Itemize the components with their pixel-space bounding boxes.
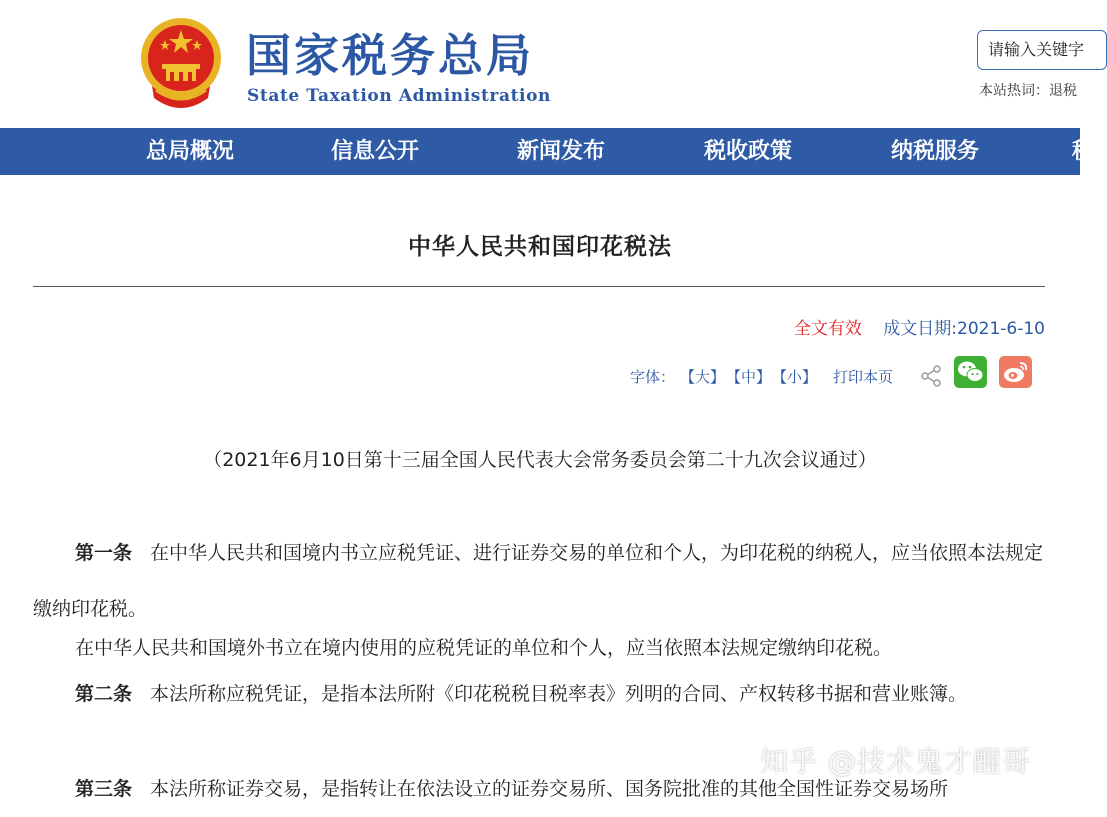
article-number: 第三条	[75, 778, 133, 800]
national-emblem-icon[interactable]	[138, 14, 224, 110]
nav-item-info-disclosure[interactable]: 信息公开	[331, 139, 420, 164]
share-icon[interactable]	[920, 365, 942, 387]
article-meta	[794, 314, 1045, 339]
title-divider	[33, 286, 1045, 287]
nav-item-tax-policy[interactable]: 税收政策	[704, 139, 793, 164]
hot-words: 本站热词：退税	[979, 83, 1077, 99]
paragraph-text: 本法所称应税凭证，是指本法所附《印花税税目税率表》列明的合同、产权转移书据和营业账簿。	[150, 683, 968, 705]
paragraph-text: 本法所称证券交易，是指转让在依法设立的证券交易所、国务院批准的其他全国性证券交易场所	[150, 778, 949, 800]
font-large-button[interactable]: 【大】	[680, 368, 726, 386]
wechat-icon[interactable]	[954, 356, 987, 388]
nav-item-more[interactable]: 税	[1072, 139, 1095, 164]
font-medium-button[interactable]: 【中】	[726, 368, 772, 386]
article-paragraph	[33, 666, 1045, 722]
nav-item-taxpayer-service[interactable]: 纳税服务	[891, 139, 980, 164]
paragraph-text: 在中华人民共和国境外书立在境内使用的应税凭证的单位和个人，应当依照本法规定缴纳印花税。	[75, 637, 893, 659]
site-logo-subtitle[interactable]: State Taxation Administration	[247, 86, 551, 106]
article-number: 第二条	[75, 683, 133, 705]
article-subtitle: （2021年6月10日第十三届全国人民代表大会常务委员会第二十九次会议通过）	[203, 449, 877, 471]
site-logo-title[interactable]: 国家税务总局	[246, 29, 535, 82]
font-small-button[interactable]: 【小】	[772, 368, 818, 386]
weibo-icon[interactable]	[999, 356, 1032, 388]
nav-item-news[interactable]: 新闻发布	[517, 139, 606, 164]
paragraph-text: 在中华人民共和国境内书立应税凭证、进行证券交易的单位和个人，为印花税的纳税人，应当依照本法规定缴纳印花税。	[33, 542, 1044, 620]
search-input[interactable]: 请输入关键字	[977, 30, 1107, 70]
print-button[interactable]: 打印本页	[833, 368, 894, 386]
main-navbar	[0, 128, 1095, 175]
watermark: 知乎 @技术鬼才醒哥	[760, 745, 1031, 778]
article-number: 第一条	[75, 542, 133, 564]
nav-item-overview[interactable]: 总局概况	[146, 139, 235, 164]
article-title: 中华人民共和国印花税法	[408, 234, 672, 260]
font-size-label: 字体：	[630, 368, 676, 386]
publish-date: 成文日期:2021-6-10	[883, 319, 1045, 339]
validity-status: 全文有效	[793, 319, 862, 339]
site-header	[0, 0, 1085, 128]
